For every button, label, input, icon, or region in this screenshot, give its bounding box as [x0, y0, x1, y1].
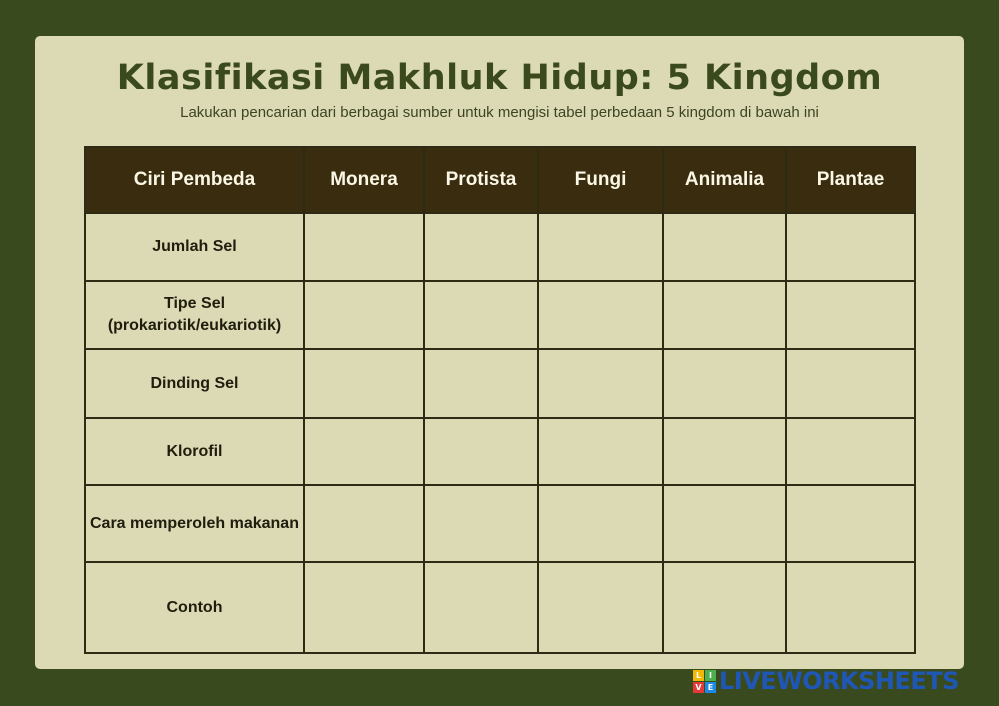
answer-cell-protista[interactable] [424, 281, 538, 349]
answer-cell-monera[interactable] [304, 281, 424, 349]
answer-cell-fungi[interactable] [538, 418, 663, 485]
answer-cell-fungi[interactable] [538, 213, 663, 281]
logo-tile-e: E [705, 682, 716, 693]
answer-cell-plantae[interactable] [786, 213, 915, 281]
answer-cell-animalia[interactable] [663, 349, 786, 418]
answer-cell-animalia[interactable] [663, 281, 786, 349]
answer-cell-protista[interactable] [424, 418, 538, 485]
answer-cell-fungi[interactable] [538, 485, 663, 562]
kingdom-table [84, 146, 916, 654]
header-monera: Monera [304, 147, 424, 213]
header-plantae: Plantae [786, 147, 915, 213]
answer-cell-fungi[interactable] [538, 349, 663, 418]
table-row [85, 213, 915, 281]
header-fungi: Fungi [538, 147, 663, 213]
answer-cell-protista[interactable] [424, 213, 538, 281]
row-label-text: Cara memperoleh makanan [90, 514, 299, 532]
row-label-subtext: (prokariotik/eukariotik) [107, 317, 282, 334]
table-row [85, 562, 915, 653]
answer-cell-plantae[interactable] [786, 485, 915, 562]
row-label-jumlah-sel [85, 213, 304, 281]
answer-cell-plantae[interactable] [786, 281, 915, 349]
row-label-dinding-sel [85, 349, 304, 418]
answer-cell-plantae[interactable] [786, 562, 915, 653]
answer-cell-plantae[interactable] [786, 349, 915, 418]
logo-tile-v: V [693, 682, 704, 693]
answer-cell-monera[interactable] [304, 213, 424, 281]
table-header-row [85, 147, 915, 213]
answer-cell-animalia[interactable] [663, 485, 786, 562]
row-label-text: Dinding Sel [150, 374, 239, 392]
answer-cell-protista[interactable] [424, 349, 538, 418]
row-label-contoh [85, 562, 304, 653]
answer-cell-protista[interactable] [424, 562, 538, 653]
header-ciri-pembeda: Ciri Pembeda [85, 147, 304, 213]
answer-cell-monera[interactable] [304, 562, 424, 653]
row-label-tipe-sel [85, 281, 304, 349]
row-label-text: Tipe Sel [163, 295, 226, 312]
answer-cell-monera[interactable] [304, 485, 424, 562]
answer-cell-fungi[interactable] [538, 281, 663, 349]
answer-cell-animalia[interactable] [663, 562, 786, 653]
logo-tile-l: L [693, 670, 704, 681]
page-title: Klasifikasi Makhluk Hidup: 5 Kingdom [116, 58, 883, 98]
row-label-klorofil [85, 418, 304, 485]
header-protista: Protista [424, 147, 538, 213]
table-row [85, 281, 915, 349]
row-label-text: Contoh [166, 598, 223, 616]
table-row [85, 485, 915, 562]
answer-cell-plantae[interactable] [786, 418, 915, 485]
answer-cell-monera[interactable] [304, 349, 424, 418]
answer-cell-animalia[interactable] [663, 418, 786, 485]
answer-cell-fungi[interactable] [538, 562, 663, 653]
row-label-cara-memperoleh-makanan [85, 485, 304, 562]
liveworksheets-logo-icon [693, 670, 716, 693]
row-label-text: Jumlah Sel [152, 238, 237, 255]
logo-tile-i: I [705, 670, 716, 681]
liveworksheets-brand [693, 668, 959, 694]
table-row [85, 349, 915, 418]
answer-cell-protista[interactable] [424, 485, 538, 562]
table-row [85, 418, 915, 485]
page-subtitle: Lakukan pencarian dari berbagai sumber untuk mengisi tabel perbedaan 5 kingdom di bawah ini [180, 104, 819, 121]
header-animalia: Animalia [663, 147, 786, 213]
row-label-text: Klorofil [166, 442, 223, 460]
answer-cell-animalia[interactable] [663, 213, 786, 281]
liveworksheets-wordmark: LIVEWORKSHEETS [719, 667, 959, 695]
answer-cell-monera[interactable] [304, 418, 424, 485]
